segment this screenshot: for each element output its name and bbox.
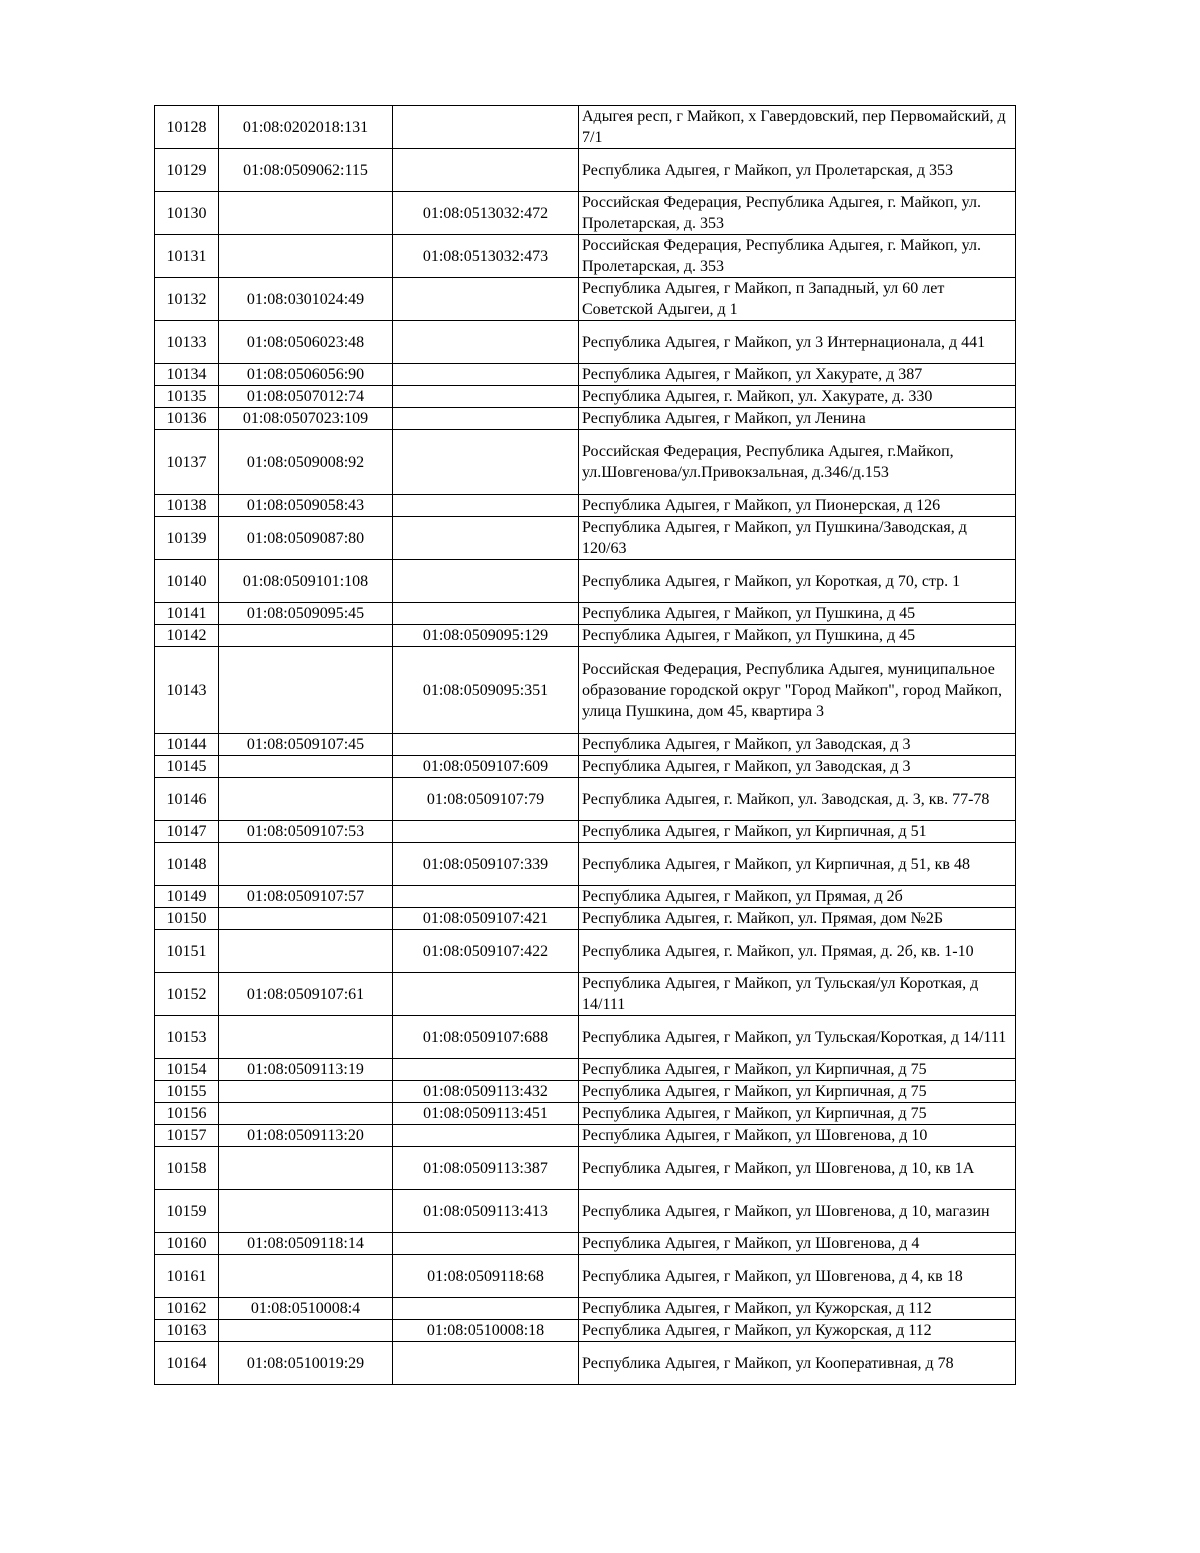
row-number-cell: 10146	[155, 778, 219, 821]
table-row	[155, 1081, 1016, 1103]
table-row	[155, 149, 1016, 192]
row-number-cell: 10128	[155, 106, 219, 149]
land-cadastral-number-cell: 01:08:0507012:74	[219, 386, 393, 408]
object-cadastral-number-cell: 01:08:0513032:473	[393, 235, 579, 278]
land-cadastral-number-cell: 01:08:0510008:4	[219, 1298, 393, 1320]
row-number-cell: 10151	[155, 930, 219, 973]
address-cell: Республика Адыгея, г Майкоп, ул Ленина	[579, 408, 1016, 430]
land-cadastral-number-cell	[219, 843, 393, 886]
table-row	[155, 647, 1016, 734]
address-cell: Республика Адыгея, г Майкоп, ул Заводская, д 3	[579, 734, 1016, 756]
table-row	[155, 386, 1016, 408]
address-cell: Российская Федерация, Республика Адыгея, г. Майкоп, ул. Пролетарская, д. 353	[579, 235, 1016, 278]
object-cadastral-number-cell: 01:08:0509107:421	[393, 908, 579, 930]
table-row	[155, 364, 1016, 386]
table-row	[155, 930, 1016, 973]
address-cell: Российская Федерация, Республика Адыгея, г.Майкоп, ул.Шовгенова/ул.Привокзальная, д.346/д.153	[579, 430, 1016, 495]
land-cadastral-number-cell	[219, 778, 393, 821]
address-cell: Российская Федерация, Республика Адыгея, г. Майкоп, ул. Пролетарская, д. 353	[579, 192, 1016, 235]
address-cell: Адыгея респ, г Майкоп, х Гавердовский, пер Первомайский, д 7/1	[579, 106, 1016, 149]
land-cadastral-number-cell: 01:08:0510019:29	[219, 1342, 393, 1385]
table-row	[155, 1298, 1016, 1320]
address-cell: Российская Федерация, Республика Адыгея, муниципальное образование городской округ "Город Майкоп", город Майкоп, улица Пушкина, дом 45, квартира 3	[579, 647, 1016, 734]
table-row	[155, 1255, 1016, 1298]
row-number-cell: 10135	[155, 386, 219, 408]
row-number-cell: 10155	[155, 1081, 219, 1103]
table-row	[155, 1125, 1016, 1147]
object-cadastral-number-cell	[393, 560, 579, 603]
table-row	[155, 517, 1016, 560]
land-cadastral-number-cell: 01:08:0509107:45	[219, 734, 393, 756]
address-cell: Республика Адыгея, г Майкоп, ул Пушкина, д 45	[579, 625, 1016, 647]
table-row	[155, 734, 1016, 756]
address-cell: Республика Адыгея, г Майкоп, ул Шовгенова, д 4	[579, 1233, 1016, 1255]
table-row	[155, 1320, 1016, 1342]
row-number-cell: 10141	[155, 603, 219, 625]
address-cell: Республика Адыгея, г Майкоп, ул Тульская/Короткая, д 14/111	[579, 1016, 1016, 1059]
object-cadastral-number-cell: 01:08:0509095:129	[393, 625, 579, 647]
object-cadastral-number-cell	[393, 603, 579, 625]
address-cell: Республика Адыгея, г Майкоп, ул Пушкина/Заводская, д 120/63	[579, 517, 1016, 560]
object-cadastral-number-cell	[393, 278, 579, 321]
address-cell: Республика Адыгея, г. Майкоп, ул. Хакурате, д. 330	[579, 386, 1016, 408]
object-cadastral-number-cell: 01:08:0509113:451	[393, 1103, 579, 1125]
object-cadastral-number-cell: 01:08:0509107:339	[393, 843, 579, 886]
land-cadastral-number-cell	[219, 625, 393, 647]
land-cadastral-number-cell: 01:08:0509107:57	[219, 886, 393, 908]
row-number-cell: 10153	[155, 1016, 219, 1059]
row-number-cell: 10139	[155, 517, 219, 560]
land-cadastral-number-cell: 01:08:0301024:49	[219, 278, 393, 321]
object-cadastral-number-cell: 01:08:0509095:351	[393, 647, 579, 734]
land-cadastral-number-cell	[219, 192, 393, 235]
land-cadastral-number-cell: 01:08:0507023:109	[219, 408, 393, 430]
table-row	[155, 495, 1016, 517]
row-number-cell: 10137	[155, 430, 219, 495]
address-cell: Республика Адыгея, г Майкоп, ул 3 Интернационала, д 441	[579, 321, 1016, 364]
land-cadastral-number-cell	[219, 1103, 393, 1125]
address-cell: Республика Адыгея, г Майкоп, ул Хакурате, д 387	[579, 364, 1016, 386]
object-cadastral-number-cell	[393, 386, 579, 408]
address-cell: Республика Адыгея, г Майкоп, ул Шовгенова, д 10, магазин	[579, 1190, 1016, 1233]
land-cadastral-number-cell	[219, 1147, 393, 1190]
land-cadastral-number-cell	[219, 647, 393, 734]
object-cadastral-number-cell: 01:08:0509107:688	[393, 1016, 579, 1059]
address-cell: Республика Адыгея, г Майкоп, ул Кирпичная, д 75	[579, 1081, 1016, 1103]
object-cadastral-number-cell	[393, 364, 579, 386]
table-row	[155, 106, 1016, 149]
address-cell: Республика Адыгея, г Майкоп, ул Пушкина, д 45	[579, 603, 1016, 625]
table-row	[155, 886, 1016, 908]
address-cell: Республика Адыгея, г Майкоп, ул Кирпичная, д 75	[579, 1059, 1016, 1081]
table-row	[155, 843, 1016, 886]
row-number-cell: 10143	[155, 647, 219, 734]
table-row	[155, 235, 1016, 278]
object-cadastral-number-cell: 01:08:0509118:68	[393, 1255, 579, 1298]
row-number-cell: 10148	[155, 843, 219, 886]
object-cadastral-number-cell	[393, 517, 579, 560]
object-cadastral-number-cell	[393, 430, 579, 495]
table-row	[155, 1147, 1016, 1190]
table-row	[155, 1016, 1016, 1059]
address-cell: Республика Адыгея, г Майкоп, ул Шовгенова, д 10	[579, 1125, 1016, 1147]
row-number-cell: 10160	[155, 1233, 219, 1255]
land-cadastral-number-cell	[219, 908, 393, 930]
address-cell: Республика Адыгея, г. Майкоп, ул. Прямая, дом №2Б	[579, 908, 1016, 930]
row-number-cell: 10164	[155, 1342, 219, 1385]
address-cell: Республика Адыгея, г Майкоп, ул Кирпичная, д 75	[579, 1103, 1016, 1125]
row-number-cell: 10131	[155, 235, 219, 278]
row-number-cell: 10157	[155, 1125, 219, 1147]
land-cadastral-number-cell: 01:08:0509113:19	[219, 1059, 393, 1081]
land-cadastral-number-cell	[219, 1016, 393, 1059]
address-cell: Республика Адыгея, г Майкоп, ул Заводская, д 3	[579, 756, 1016, 778]
table-row	[155, 1342, 1016, 1385]
land-cadastral-number-cell	[219, 1190, 393, 1233]
object-cadastral-number-cell	[393, 1342, 579, 1385]
table-row	[155, 778, 1016, 821]
address-cell: Республика Адыгея, г Майкоп, ул Кужорская, д 112	[579, 1298, 1016, 1320]
land-cadastral-number-cell: 01:08:0506056:90	[219, 364, 393, 386]
land-cadastral-number-cell: 01:08:0509101:108	[219, 560, 393, 603]
table-row	[155, 560, 1016, 603]
land-cadastral-number-cell: 01:08:0506023:48	[219, 321, 393, 364]
address-cell: Республика Адыгея, г Майкоп, ул Короткая, д 70, стр. 1	[579, 560, 1016, 603]
row-number-cell: 10163	[155, 1320, 219, 1342]
land-cadastral-number-cell: 01:08:0509008:92	[219, 430, 393, 495]
property-register-page	[154, 105, 1015, 1385]
address-cell: Республика Адыгея, г Майкоп, ул Тульская/ул Короткая, д 14/111	[579, 973, 1016, 1016]
land-cadastral-number-cell	[219, 1320, 393, 1342]
row-number-cell: 10133	[155, 321, 219, 364]
address-cell: Республика Адыгея, г Майкоп, ул Пролетарская, д 353	[579, 149, 1016, 192]
table-row	[155, 821, 1016, 843]
property-table-body	[155, 106, 1016, 1385]
row-number-cell: 10159	[155, 1190, 219, 1233]
table-row	[155, 1103, 1016, 1125]
table-row	[155, 278, 1016, 321]
object-cadastral-number-cell	[393, 1125, 579, 1147]
row-number-cell: 10156	[155, 1103, 219, 1125]
land-cadastral-number-cell	[219, 235, 393, 278]
land-cadastral-number-cell: 01:08:0509113:20	[219, 1125, 393, 1147]
table-row	[155, 908, 1016, 930]
row-number-cell: 10136	[155, 408, 219, 430]
table-row	[155, 973, 1016, 1016]
land-cadastral-number-cell: 01:08:0509062:115	[219, 149, 393, 192]
object-cadastral-number-cell	[393, 734, 579, 756]
row-number-cell: 10144	[155, 734, 219, 756]
address-cell: Республика Адыгея, г Майкоп, ул Шовгенова, д 4, кв 18	[579, 1255, 1016, 1298]
land-cadastral-number-cell: 01:08:0509118:14	[219, 1233, 393, 1255]
row-number-cell: 10152	[155, 973, 219, 1016]
row-number-cell: 10150	[155, 908, 219, 930]
land-cadastral-number-cell: 01:08:0509058:43	[219, 495, 393, 517]
land-cadastral-number-cell: 01:08:0509107:53	[219, 821, 393, 843]
table-row	[155, 408, 1016, 430]
row-number-cell: 10158	[155, 1147, 219, 1190]
land-cadastral-number-cell	[219, 1255, 393, 1298]
object-cadastral-number-cell	[393, 495, 579, 517]
object-cadastral-number-cell: 01:08:0509113:432	[393, 1081, 579, 1103]
table-row	[155, 192, 1016, 235]
row-number-cell: 10149	[155, 886, 219, 908]
row-number-cell: 10129	[155, 149, 219, 192]
object-cadastral-number-cell: 01:08:0509107:422	[393, 930, 579, 973]
address-cell: Республика Адыгея, г Майкоп, ул Прямая, д 2б	[579, 886, 1016, 908]
object-cadastral-number-cell	[393, 1059, 579, 1081]
object-cadastral-number-cell: 01:08:0509113:387	[393, 1147, 579, 1190]
object-cadastral-number-cell: 01:08:0510008:18	[393, 1320, 579, 1342]
object-cadastral-number-cell	[393, 973, 579, 1016]
table-row	[155, 321, 1016, 364]
row-number-cell: 10142	[155, 625, 219, 647]
land-cadastral-number-cell: 01:08:0509107:61	[219, 973, 393, 1016]
table-row	[155, 1059, 1016, 1081]
object-cadastral-number-cell	[393, 886, 579, 908]
address-cell: Республика Адыгея, г Майкоп, ул Кужорская, д 112	[579, 1320, 1016, 1342]
row-number-cell: 10138	[155, 495, 219, 517]
land-cadastral-number-cell	[219, 930, 393, 973]
object-cadastral-number-cell	[393, 1298, 579, 1320]
address-cell: Республика Адыгея, г. Майкоп, ул. Заводская, д. 3, кв. 77-78	[579, 778, 1016, 821]
row-number-cell: 10145	[155, 756, 219, 778]
object-cadastral-number-cell: 01:08:0509113:413	[393, 1190, 579, 1233]
address-cell: Республика Адыгея, г Майкоп, ул Шовгенова, д 10, кв 1А	[579, 1147, 1016, 1190]
object-cadastral-number-cell	[393, 321, 579, 364]
address-cell: Республика Адыгея, г Майкоп, ул Пионерская, д 126	[579, 495, 1016, 517]
table-row	[155, 430, 1016, 495]
address-cell: Республика Адыгея, г Майкоп, ул Кирпичная, д 51, кв 48	[579, 843, 1016, 886]
table-row	[155, 1190, 1016, 1233]
object-cadastral-number-cell: 01:08:0509107:79	[393, 778, 579, 821]
row-number-cell: 10161	[155, 1255, 219, 1298]
row-number-cell: 10132	[155, 278, 219, 321]
address-cell: Республика Адыгея, г Майкоп, ул Кооперативная, д 78	[579, 1342, 1016, 1385]
table-row	[155, 625, 1016, 647]
object-cadastral-number-cell	[393, 149, 579, 192]
object-cadastral-number-cell: 01:08:0509107:609	[393, 756, 579, 778]
address-cell: Республика Адыгея, г. Майкоп, ул. Прямая, д. 2б, кв. 1-10	[579, 930, 1016, 973]
object-cadastral-number-cell	[393, 821, 579, 843]
row-number-cell: 10130	[155, 192, 219, 235]
object-cadastral-number-cell	[393, 408, 579, 430]
row-number-cell: 10147	[155, 821, 219, 843]
table-row	[155, 756, 1016, 778]
row-number-cell: 10162	[155, 1298, 219, 1320]
object-cadastral-number-cell	[393, 106, 579, 149]
address-cell: Республика Адыгея, г Майкоп, п Западный, ул 60 лет Советской Адыгеи, д 1	[579, 278, 1016, 321]
land-cadastral-number-cell: 01:08:0509087:80	[219, 517, 393, 560]
row-number-cell: 10154	[155, 1059, 219, 1081]
row-number-cell: 10140	[155, 560, 219, 603]
land-cadastral-number-cell: 01:08:0509095:45	[219, 603, 393, 625]
object-cadastral-number-cell: 01:08:0513032:472	[393, 192, 579, 235]
land-cadastral-number-cell	[219, 1081, 393, 1103]
row-number-cell: 10134	[155, 364, 219, 386]
table-row	[155, 1233, 1016, 1255]
land-cadastral-number-cell	[219, 756, 393, 778]
address-cell: Республика Адыгея, г Майкоп, ул Кирпичная, д 51	[579, 821, 1016, 843]
table-row	[155, 603, 1016, 625]
property-table	[154, 105, 1016, 1385]
object-cadastral-number-cell	[393, 1233, 579, 1255]
land-cadastral-number-cell: 01:08:0202018:131	[219, 106, 393, 149]
